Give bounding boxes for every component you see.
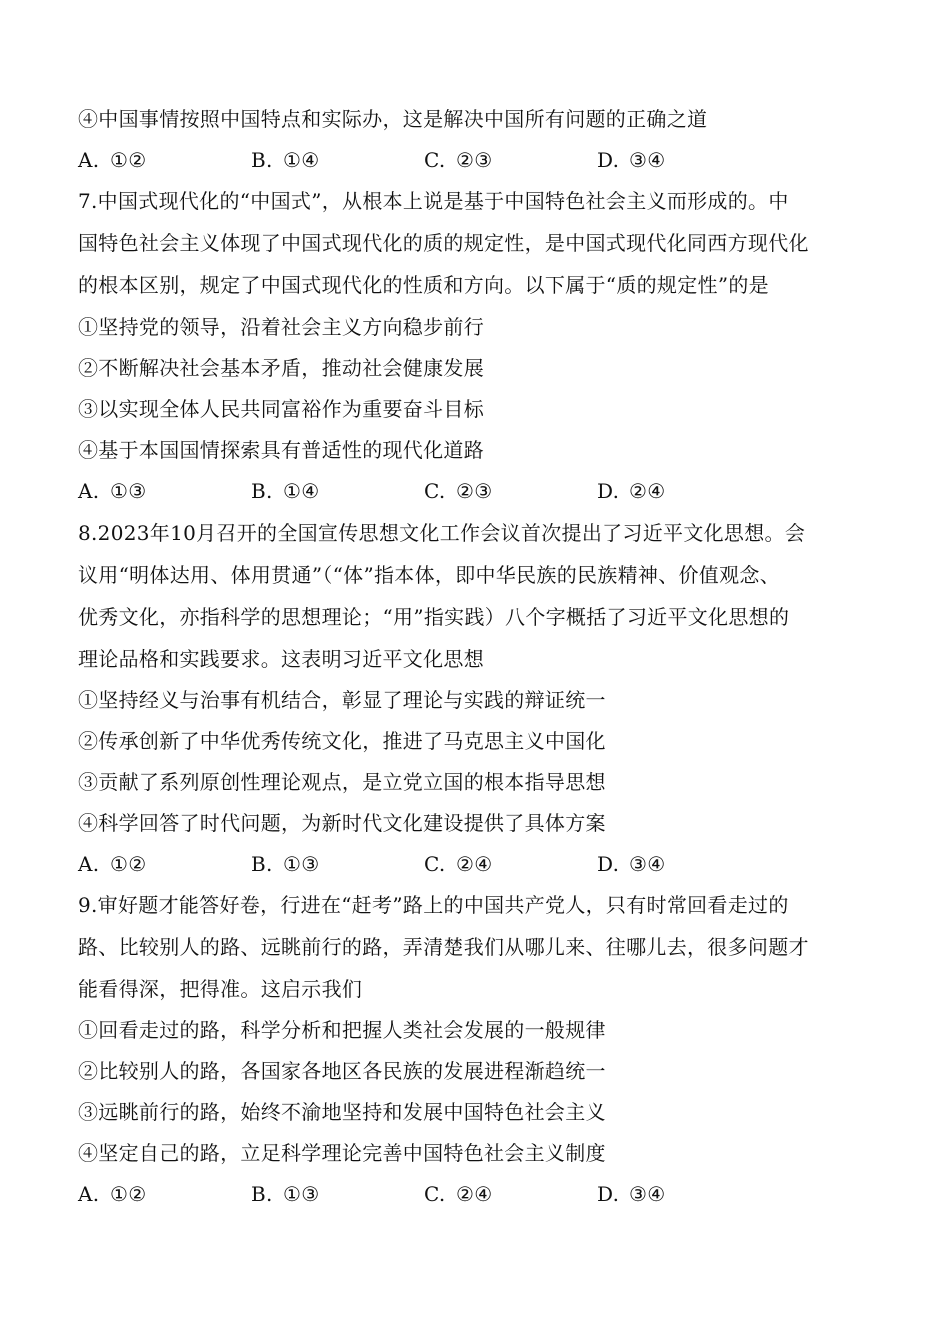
q8-statement-1: ①坚持经义与治事有机结合，彰显了理论与实践的辩证统一: [78, 688, 606, 712]
q9-options: [78, 1181, 910, 1207]
q9-statement-3: ③远眺前行的路，始终不渝地坚持和发展中国特色社会主义: [78, 1100, 606, 1124]
q9-statement-1: ①回看走过的路，科学分析和把握人类社会发展的一般规律: [78, 1018, 606, 1042]
q9-stem-line: 路、比较别人的路、远眺前行的路，弄清楚我们从哪儿来、往哪儿去，很多问题才: [78, 935, 809, 959]
q8-statement-4: ④科学回答了时代问题，为新时代文化建设提供了具体方案: [78, 811, 606, 835]
q6-option-b[interactable]: B. ①④: [251, 148, 320, 172]
q9-option-c[interactable]: C. ②④: [424, 1182, 493, 1206]
q7-statement-2: ②不断解决社会基本矛盾，推动社会健康发展: [78, 356, 484, 380]
q8-option-b[interactable]: B. ①③: [251, 852, 320, 876]
q9-stem-line: 9.审好题才能答好卷，行进在“赶考”路上的中国共产党人，只有时常回看走过的: [78, 893, 789, 917]
q9-stem-line: 能看得深，把得准。这启示我们: [78, 977, 363, 1001]
q7-statement-1: ①坚持党的领导，沿着社会主义方向稳步前行: [78, 315, 484, 339]
q8-option-d[interactable]: D. ③④: [597, 852, 666, 876]
q7-option-b[interactable]: B. ①④: [251, 479, 320, 503]
q9-option-d[interactable]: D. ③④: [597, 1182, 666, 1206]
q7-option-a[interactable]: A. ①③: [78, 479, 147, 503]
q7-stem-line: 7.中国式现代化的“中国式”，从根本上说是基于中国特色社会主义而形成的。中: [78, 189, 789, 213]
q8-stem-line: 议用“明体达用、体用贯通”（“体”指本体，即中华民族的民族精神、价值观念、: [78, 563, 780, 587]
q6-option-c[interactable]: C. ②③: [424, 148, 493, 172]
q6-options: [78, 147, 910, 173]
q6-option-a[interactable]: A. ①②: [78, 148, 147, 172]
q7-option-c[interactable]: C. ②③: [424, 479, 493, 503]
q6-option-d[interactable]: D. ③④: [597, 148, 666, 172]
q9-option-b[interactable]: B. ①③: [251, 1182, 320, 1206]
q8-option-c[interactable]: C. ②④: [424, 852, 493, 876]
q7-options: [78, 478, 910, 504]
q7-stem-line: 的根本区别，规定了中国式现代化的性质和方向。以下属于“质的规定性”的是: [78, 273, 769, 297]
q7-stem-line: 国特色社会主义体现了中国式现代化的质的规定性，是中国式现代化同西方现代化: [78, 231, 809, 255]
q6-statement-4: ④中国事情按照中国特点和实际办，这是解决中国所有问题的正确之道: [78, 107, 708, 131]
q9-statement-2: ②比较别人的路，各国家各地区各民族的发展进程渐趋统一: [78, 1059, 606, 1083]
q8-options: [78, 851, 910, 877]
q8-option-a[interactable]: A. ①②: [78, 852, 147, 876]
q8-stem-line: 8.2023年10月召开的全国宣传思想文化工作会议首次提出了习近平文化思想。会: [78, 521, 806, 545]
q9-option-a[interactable]: A. ①②: [78, 1182, 147, 1206]
q8-statement-2: ②传承创新了中华优秀传统文化，推进了马克思主义中国化: [78, 729, 606, 753]
q8-statement-3: ③贡献了系列原创性理论观点，是立党立国的根本指导思想: [78, 770, 606, 794]
q7-statement-3: ③以实现全体人民共同富裕作为重要奋斗目标: [78, 397, 484, 421]
q7-option-d[interactable]: D. ②④: [597, 479, 666, 503]
q8-stem-line: 理论品格和实践要求。这表明习近平文化思想: [78, 647, 484, 671]
q9-statement-4: ④坚定自己的路，立足科学理论完善中国特色社会主义制度: [78, 1141, 606, 1165]
q7-statement-4: ④基于本国国情探索具有普适性的现代化道路: [78, 438, 484, 462]
q8-stem-line: 优秀文化，亦指科学的思想理论；“用”指实践）八个字概括了习近平文化思想的: [78, 605, 790, 629]
